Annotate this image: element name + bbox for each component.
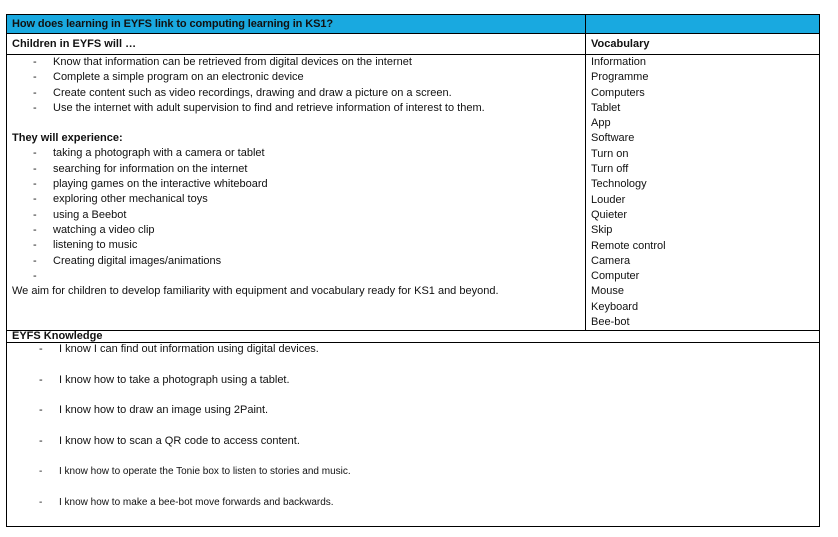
table-title: How does learning in EYFS link to computing learning in KS1? [7, 15, 586, 34]
vocab-word: Remote control [591, 239, 666, 252]
aim-statement: We aim for children to develop familiarity with equipment and vocabulary ready for KS1 and beyond. [12, 285, 499, 298]
list-item: - I know how to take a photograph using a tablet. [12, 374, 814, 405]
eyfs-list [12, 55, 580, 116]
vocab-word: Louder [591, 193, 626, 206]
vocab-word: Computer [591, 270, 640, 283]
list-item: - I know how to draw an image using 2Paint. [12, 404, 814, 435]
list-item [12, 269, 580, 284]
content-row [7, 55, 820, 331]
vocab-word: Quieter [591, 208, 628, 221]
list-item: - Complete a simple program on an electronic device [12, 70, 580, 85]
vocabulary-cell [586, 55, 820, 331]
list-item: - I know I can find out information using digital devices. [12, 343, 814, 374]
experience-heading: They will experience: [12, 132, 123, 145]
knowledge-list [12, 343, 814, 526]
list-item: - searching for information on the internet [12, 162, 580, 177]
list-item: - taking a photograph with a camera or tablet [12, 146, 580, 161]
eyfs-computing-table [6, 14, 820, 527]
knowledge-cell [7, 343, 820, 527]
vocab-word: Technology [591, 178, 647, 191]
spacer [12, 116, 580, 131]
list-item: - I know how to make a bee-bot move forwards and backwards. [12, 496, 814, 527]
list-item: - Create content such as video recordings, drawing and draw a picture on a screen. [12, 86, 580, 101]
experience-list [12, 146, 580, 284]
knowledge-row [7, 343, 820, 527]
children-heading: Children in EYFS will … [7, 34, 586, 55]
subheader-row [7, 34, 820, 55]
vocab-word: Mouse [591, 285, 625, 298]
list-item: - listening to music [12, 238, 580, 253]
vocab-word: Information [591, 56, 647, 68]
vocab-word: Camera [591, 254, 631, 267]
list-item: - exploring other mechanical toys [12, 192, 580, 207]
list-item: - watching a video clip [12, 223, 580, 238]
vocab-word: Turn off [591, 163, 629, 176]
knowledge-heading: EYFS Knowledge [7, 331, 820, 343]
vocab-word: Skip [591, 224, 613, 237]
list-item: - Know that information can be retrieved from digital devices on the internet [12, 55, 580, 70]
list-item: - Creating digital images/animations [12, 254, 580, 269]
content-cell [7, 55, 586, 331]
list-item: - Use the internet with adult supervision to find and retrieve information of interest to them. [12, 101, 580, 116]
vocab-word: Bee-bot [591, 316, 630, 329]
list-item: - using a Beebot [12, 208, 580, 223]
vocab-word: Keyboard [591, 300, 639, 313]
vocabulary-heading: Vocabulary [586, 34, 820, 55]
list-item: - I know how to operate the Tonie box to listen to stories and music. [12, 465, 814, 496]
vocab-word: App [591, 117, 611, 130]
vocab-word: Turn on [591, 147, 629, 160]
vocab-word: Tablet [591, 101, 621, 114]
list-item: - I know how to scan a QR code to access content. [12, 435, 814, 466]
vocab-word: Programme [591, 71, 649, 84]
title-right-cell [586, 15, 820, 34]
vocab-word: Computers [591, 86, 645, 99]
title-row [7, 15, 820, 34]
vocab-word: Software [591, 132, 635, 145]
knowledge-heading-row [7, 331, 820, 343]
list-item: - playing games on the interactive whiteboard [12, 177, 580, 192]
